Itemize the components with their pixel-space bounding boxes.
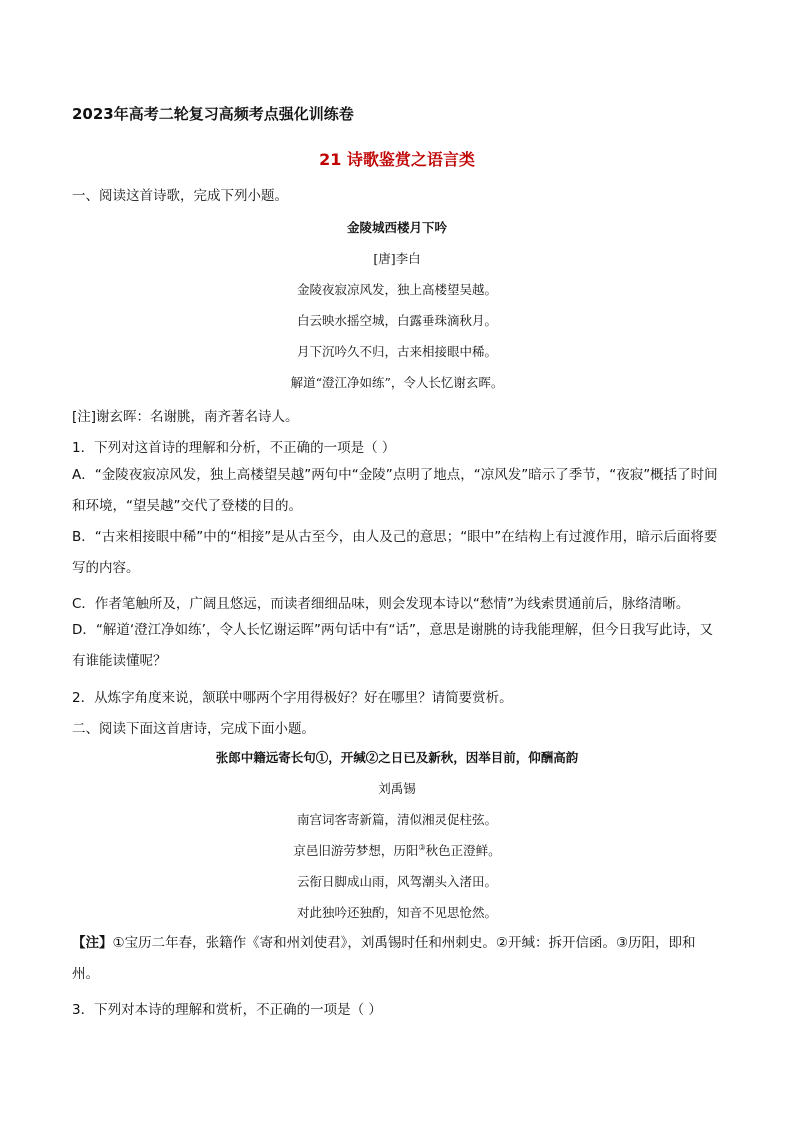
note-tag: 【注】 [72,935,113,951]
option-d: D．“解道‘澄江净如练’，令人长忆谢运晖”两句话中有“话”，意思是谢朓的诗我能理解，但今日我写此诗，又有谁能读懂呢？ [72,622,713,669]
option-c: C．作者笔触所及，广阔且悠远，而读者细细品味，则会发现本诗以“愁情”为线索贯通前后，脉络清晰。 [72,596,690,612]
option-a: A．“金陵夜寂凉风发，独上高楼望吴越”两句中“金陵”点明了地点，“凉风发”暗示了季节，“夜寂”概括了时间和环境，“望吴越”交代了登楼的目的。 [72,467,718,514]
question-3: 3．下列对本诗的理解和赏析，不正确的一项是（ ） [72,1002,382,1018]
poem1-line: 金陵夜寂凉风发，独上高楼望吴越。 [296,282,497,297]
poem2-line-part: 京邑旧游劳梦想，历阳 [293,843,419,858]
section2-heading: 二、阅读下面这首唐诗，完成下面小题。 [72,721,315,737]
poem1-title: 金陵城西楼月下吟 [346,220,447,235]
poem1-line: 白云映水摇空城，白露垂珠滴秋月。 [296,313,497,328]
poem2-line: 对此独吟还独酌，知音不见思怆然。 [296,905,497,920]
poem2-title: 张郎中籍远寄长句①，开缄②之日已及新秋，因举目前，仰酬高韵 [215,750,579,765]
poem1-line: 解道“澄江净如练”，令人长忆谢玄晖。 [290,375,504,390]
poem1-line: 月下沉吟久不归，古来相接眼中稀。 [296,344,497,359]
footnote-marker: ③ [418,842,426,852]
poem1-note: [注]谢玄晖：名谢朓，南齐著名诗人。 [72,409,299,425]
section1-heading: 一、阅读这首诗歌，完成下列小题。 [72,188,288,204]
document-title: 2023年高考二轮复习高频考点强化训练卷 [72,105,354,123]
subject-title: 21 诗歌鉴赏之语言类 [319,150,475,169]
note-text: ①宝历二年春，张籍作《寄和州刘使君》，刘禹锡时任和州刺史。②开缄：拆开信函。③历阳，即和州。 [72,935,696,982]
poem2-line-part: 秋色正澄鲜。 [425,843,501,858]
poem2-line [0,841,794,859]
poem2-line: 南宫词客寄新篇，清似湘灵促柱弦。 [296,812,497,827]
poem1-author: [唐]李白 [373,251,421,266]
poem2-note [72,928,722,990]
question-2: 2．从炼字角度来说，颔联中哪两个字用得极好？好在哪里？请简要赏析。 [72,690,513,706]
poem2-author: 刘禹锡 [378,781,416,796]
question-1: 1．下列对这首诗的理解和分析，不正确的一项是（ ） [72,440,396,456]
option-b: B．“古来相接眼中稀”中的“相接”是从古至今，由人及己的意思；“眼中”在结构上有过渡作用，暗示后面将要写的内容。 [72,529,718,576]
poem2-line: 云衔日脚成山雨，风驾潮头入渚田。 [296,874,497,889]
